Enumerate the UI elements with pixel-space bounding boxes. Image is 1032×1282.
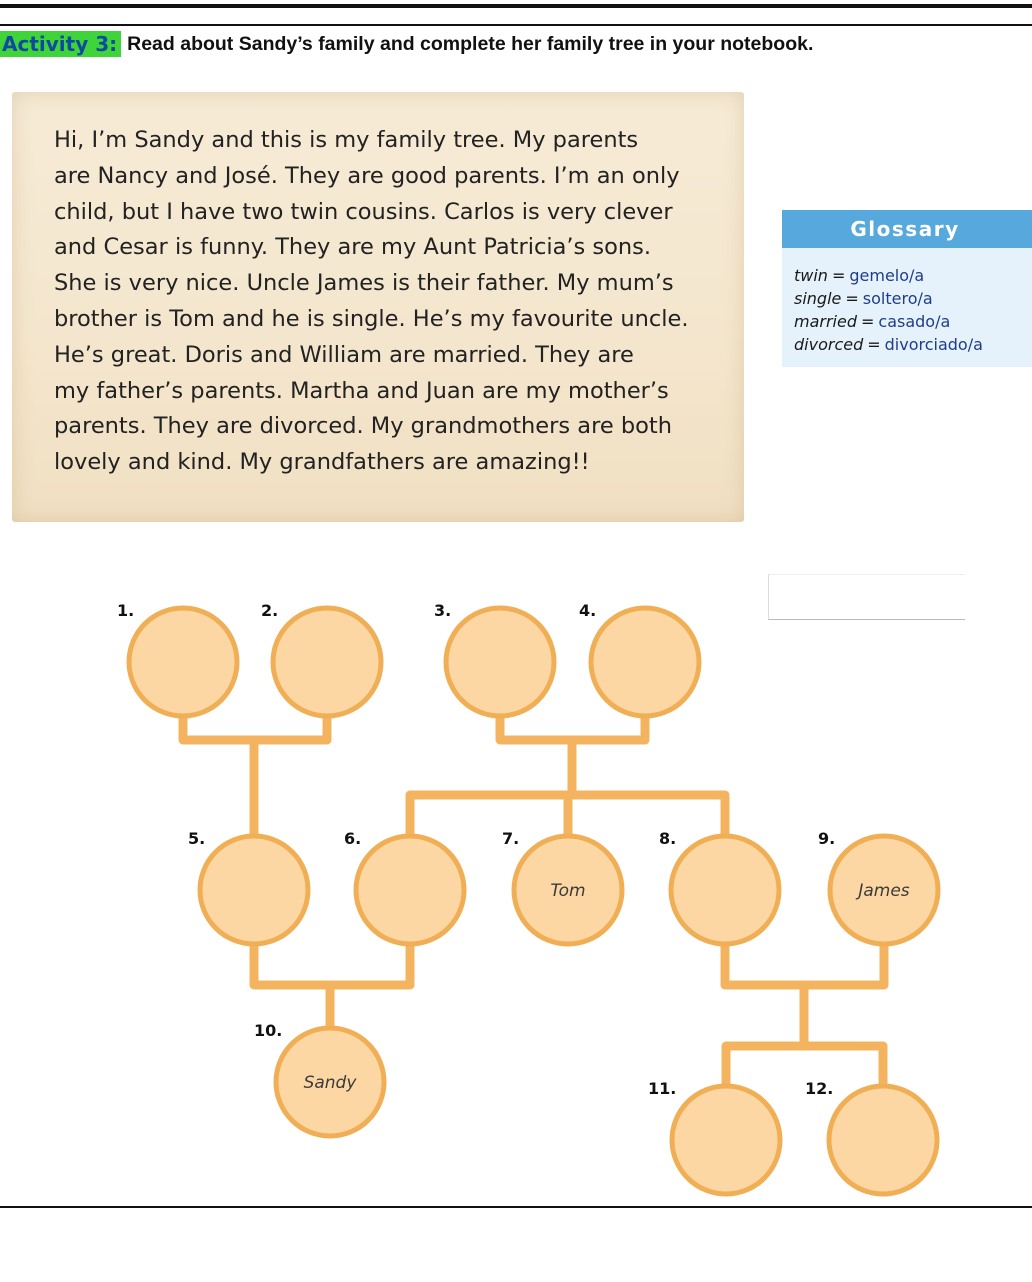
tree-node-number: 12. xyxy=(805,1079,834,1098)
tree-connector-line xyxy=(254,944,410,985)
tree-connector-line xyxy=(725,944,884,985)
glossary-term: divorced xyxy=(794,335,864,354)
passage-line: He’s great. Doris and William are married. They are xyxy=(54,341,634,368)
glossary-term: married xyxy=(794,312,857,331)
tree-node-number: 5. xyxy=(188,829,206,848)
passage-line: and Cesar is funny. They are my Aunt Patricia’s sons. xyxy=(54,234,652,261)
passage-line: are Nancy and José. They are good parents. I’m an only xyxy=(54,162,680,189)
tree-node-number: 6. xyxy=(344,829,362,848)
passage-line: my father’s parents. Martha and Juan are my mother’s xyxy=(54,377,669,404)
glossary-translation: gemelo/a xyxy=(849,266,925,285)
tree-node-circle xyxy=(356,836,464,944)
tree-node-circle xyxy=(273,608,381,716)
tree-node-circle xyxy=(446,608,554,716)
activity-text: Read about Sandy’s family and complete her family tree in your notebook. xyxy=(127,32,814,55)
tree-node-number: 10. xyxy=(254,1021,283,1040)
glossary-translation: soltero/a xyxy=(862,289,933,308)
tree-nodes xyxy=(117,601,938,1194)
tree-node-number: 7. xyxy=(502,829,520,848)
tree-node-number: 4. xyxy=(579,601,597,620)
tree-node-name: Tom xyxy=(550,881,586,901)
tree-node-name: James xyxy=(858,881,910,901)
glossary-term: twin xyxy=(794,266,828,285)
tree-node-number: 8. xyxy=(659,829,677,848)
glossary-translation: divorciado/a xyxy=(884,335,983,354)
tree-connector-line xyxy=(183,716,327,740)
glossary-translation: casado/a xyxy=(878,312,951,331)
tree-node-circle xyxy=(200,836,308,944)
glossary-title: Glossary xyxy=(782,210,1032,248)
passage-line: She is very nice. Uncle James is their father. My mum’s xyxy=(54,270,674,297)
tree-node-number: 1. xyxy=(117,601,135,620)
tree-node-name: Sandy xyxy=(303,1073,357,1093)
glossary-equals: = xyxy=(845,289,859,308)
passage-line: lovely and kind. My grandfathers are amazing!! xyxy=(54,449,590,476)
passage-line: parents. They are divorced. My grandmothers are both xyxy=(54,413,672,440)
glossary-equals: = xyxy=(831,266,846,285)
glossary-equals: = xyxy=(861,312,875,331)
tree-node-number: 3. xyxy=(434,601,452,620)
tree-node-circle xyxy=(129,608,237,716)
tree-node-circle xyxy=(671,836,779,944)
activity-label: Activity 3: xyxy=(0,31,121,57)
glossary-term: single xyxy=(794,289,842,308)
glossary-equals: = xyxy=(867,335,881,354)
tree-node-number: 9. xyxy=(818,829,836,848)
passage-line: brother is Tom and he is single. He’s my favourite uncle. xyxy=(54,305,689,332)
tree-node-number: 11. xyxy=(648,1079,677,1098)
bottom-rule xyxy=(0,1206,1032,1208)
passage-line: Hi, I’m Sandy and this is my family tree. My parents xyxy=(54,127,639,153)
tree-node-circle xyxy=(829,1086,937,1194)
passage-line: child, but I have two twin cousins. Carlos is very clever xyxy=(54,198,673,225)
tree-node-number: 2. xyxy=(261,601,279,620)
tree-node-circle xyxy=(591,608,699,716)
tree-connector-line xyxy=(500,716,645,740)
tree-node-circle xyxy=(672,1086,780,1194)
